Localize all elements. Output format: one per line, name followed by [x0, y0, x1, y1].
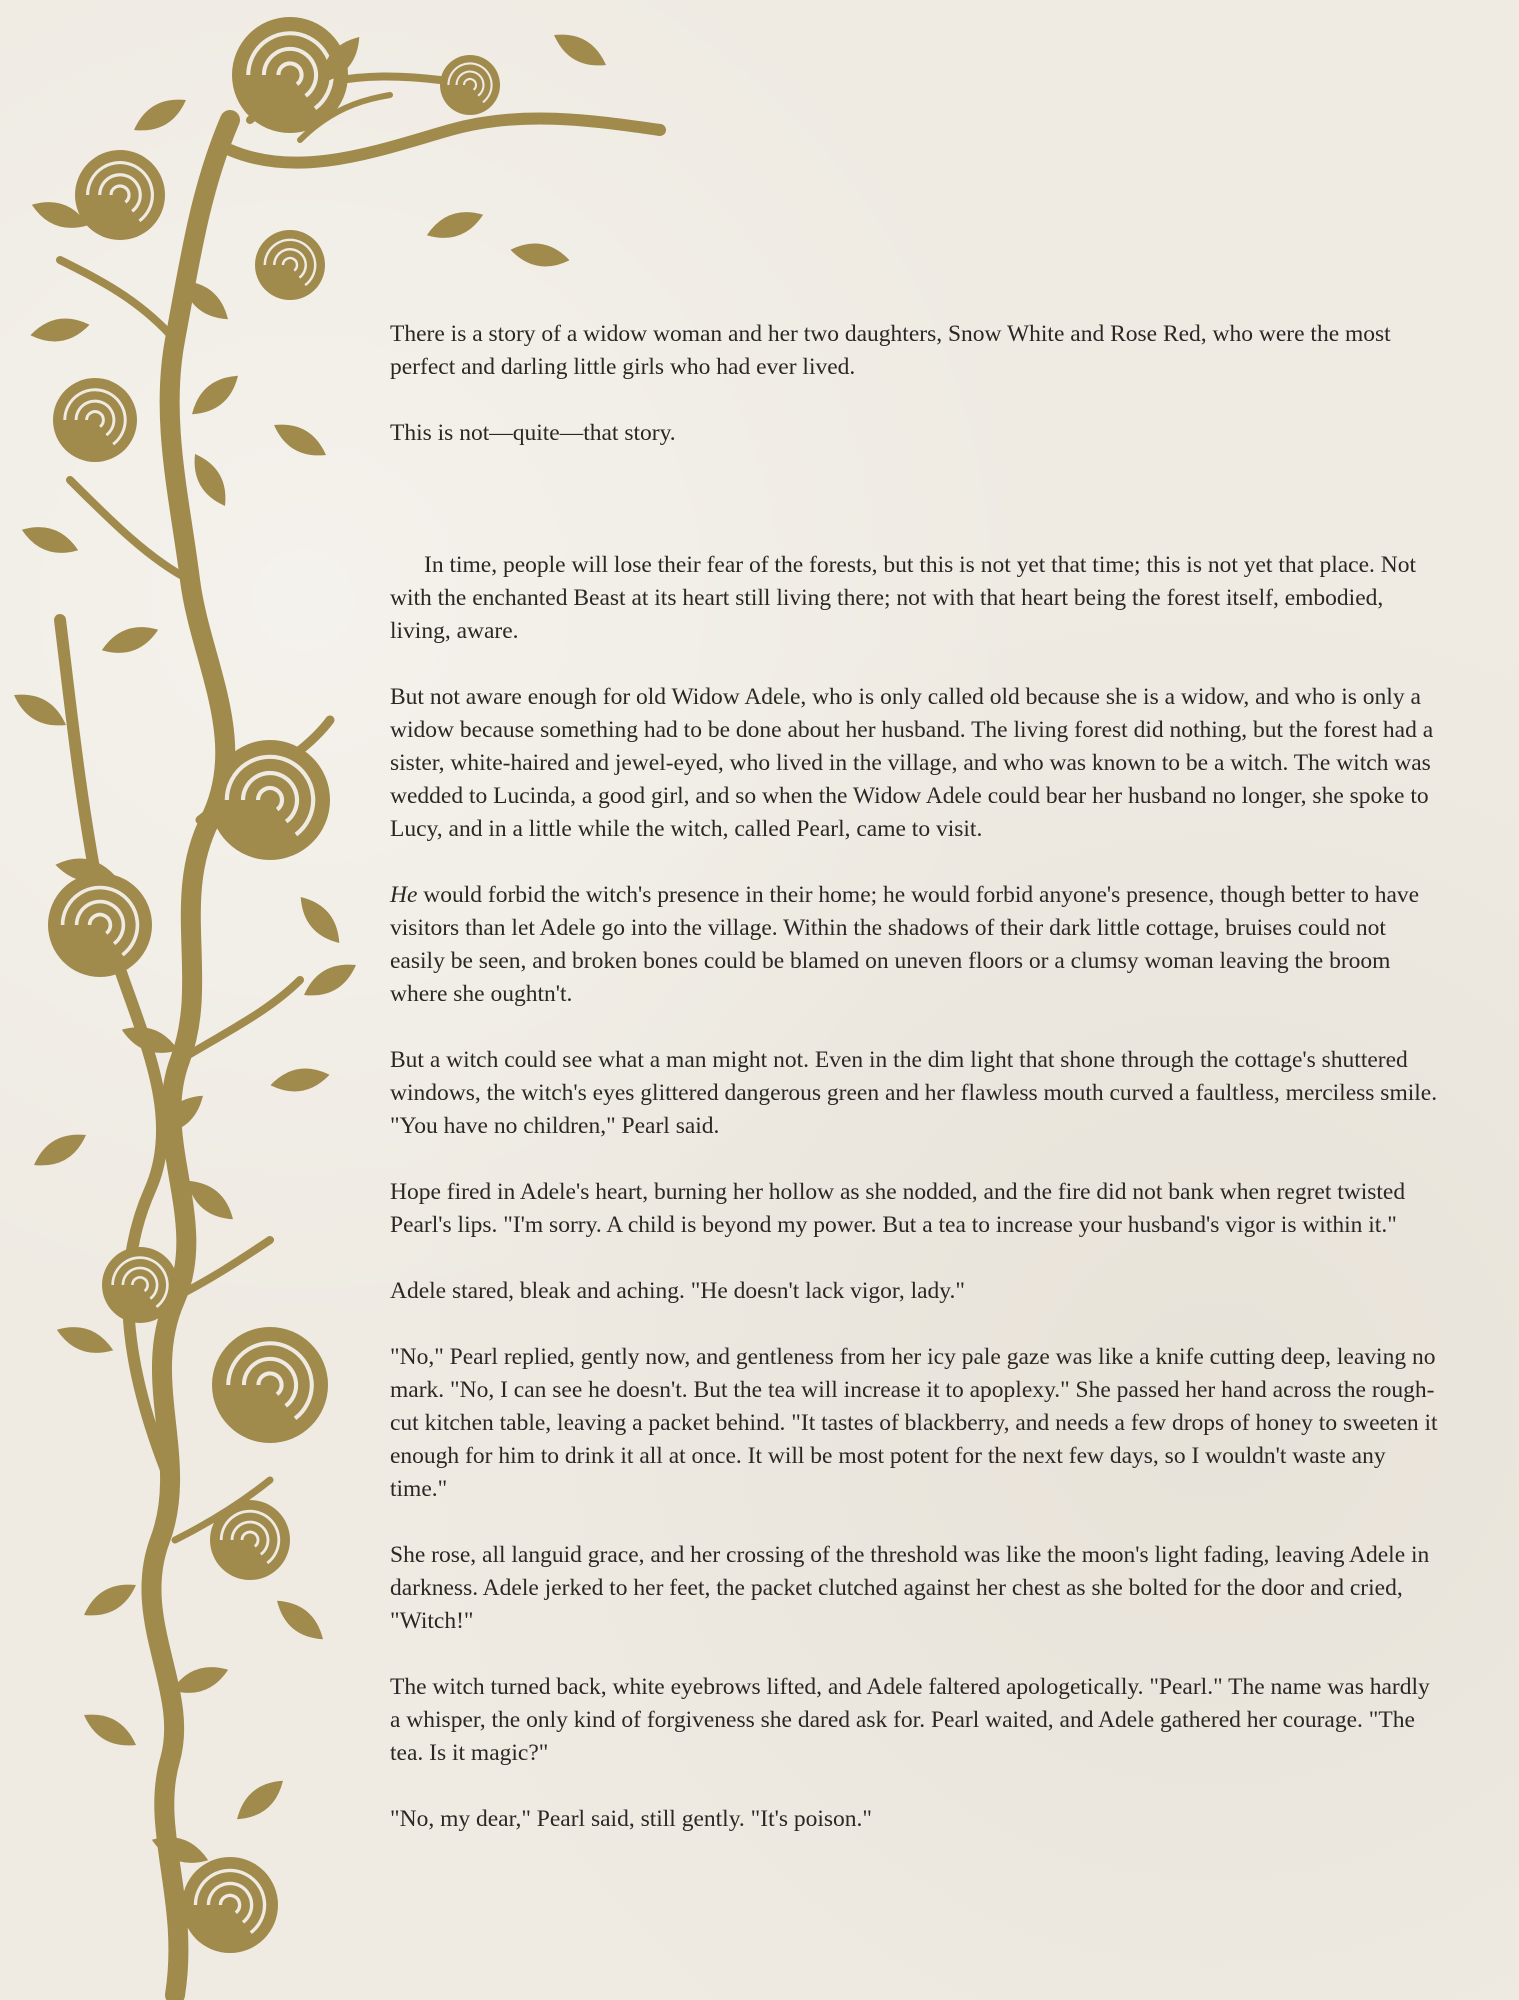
leaf-icon	[423, 204, 487, 245]
paragraph-she-rose: She rose, all languid grace, and her crossing of the threshold was like the moon's light fading, leaving Adele in darkness. Adele jerked to her feet, the packet clutched against her chest as she bolted for the door and cried, "Witch!"	[390, 1542, 1430, 1634]
rose-icon	[53, 378, 137, 462]
paragraph-witch-sees: But a witch could see what a man might not. Even in the dim light that shone through the cottage's shuttered windows, the witch's eyes glittered dangerous green and her flawless mouth curved a faultless, merciless smile. "You have no children," Pearl said.	[390, 1047, 1438, 1139]
leaf-icon	[98, 619, 162, 660]
leaf-icon	[299, 955, 362, 1004]
story-text	[390, 318, 1440, 1836]
leaf-icon	[270, 1592, 330, 1647]
paragraph-intro: There is a story of a widow woman and her two daughters, Snow White and Rose Red, who were the most perfect and darling little girls who had ever lived.	[390, 321, 1391, 380]
leaf-icon	[269, 415, 332, 464]
paragraph-widow-adele: But not aware enough for old Widow Adele, who is only called old because she is a widow, and who is only a widow because something had to be done about her husband. The living forest did nothing, but the forest had a sister, white-haired and jewel-eyed, who lived in the village, and who was known to be a witch. The witch was wedded to Lucinda, a good girl, and so when the Widow Adele could bear her husband no longer, she spoke to Lucy, and in a little while the witch, called Pearl, came to visit.	[390, 684, 1434, 842]
leaf-icon	[29, 1125, 92, 1174]
rose-icon	[102, 1247, 178, 1323]
rose-icon	[210, 740, 330, 860]
rose-icon	[182, 1857, 278, 1953]
paragraph-he-would-forbid	[390, 879, 1440, 1011]
paragraph-forests: In time, people will lose their fear of the forests, but this is not yet that time; this is not yet that place. Not with the enchanted Beast at its heart still living there; not with that heart being the forest itself, embodied, living, aware.	[390, 552, 1417, 644]
leaf-icon	[269, 1064, 332, 1096]
paragraph-not-that-story: This is not—quite—that story.	[390, 420, 676, 446]
paragraph-pearl-replied: "No," Pearl replied, gently now, and gentleness from her icy pale gaze was like a knife cutting deep, leaving no mark. "No, I can see he doesn't. But the tea will increase it to apoplexy." She passed her hand across the rough-cut kitchen table, leaving a packet behind. "It tastes of blackberry, and needs a few drops of honey to sweeten it enough for him to drink it all at once. It will be most potent for the next few days, so I wouldn't waste any time."	[390, 1344, 1438, 1502]
paragraph-he-rest: would forbid the witch's presence in their home; he would forbid anyone's presence, though better to have visitors than let Adele go into the village. Within the shadows of their dark little cottage, bruises could not easily be seen, and broken bones could be blamed on uneven floors or a clumsy woman leaving the broom where she oughtn't.	[390, 882, 1420, 1007]
rose-icon	[210, 1500, 290, 1580]
paragraph-poison: "No, my dear," Pearl said, still gently. "It's poison."	[390, 1806, 873, 1832]
leaf-icon	[549, 25, 612, 74]
rose-icon	[48, 873, 152, 977]
paragraph-hope-fired: Hope fired in Adele's heart, burning her hollow as she nodded, and the fire did not bank when regret twisted Pearl's lips. "I'm sorry. A child is beyond my power. But a tea to increase your husband's vigor is within it."	[390, 1179, 1406, 1238]
leaf-icon	[79, 1575, 142, 1624]
paragraph-witch-turned: The witch turned back, white eyebrows lifted, and Adele faltered apologetically. "Pearl." The name was hardly a whisper, the only kind of forgiveness she dared ask for. Pearl waited, and Adele gathered her courage. "The tea. Is it magic?"	[390, 1674, 1430, 1766]
rose-icon	[75, 150, 165, 240]
leaf-icon	[185, 449, 234, 512]
leaf-icon	[53, 1319, 117, 1360]
leaf-icon	[230, 1772, 290, 1827]
leaf-icon	[292, 890, 347, 950]
leaf-icon	[129, 90, 192, 139]
emphasis-he: He	[390, 882, 418, 908]
leaf-icon	[18, 519, 82, 560]
rose-icon	[440, 55, 500, 115]
leaf-icon	[79, 1705, 142, 1754]
rose-icon	[255, 230, 325, 300]
leaf-icon	[509, 239, 572, 271]
leaf-icon	[185, 367, 245, 422]
leaf-icon	[29, 314, 92, 346]
leaf-icon	[9, 685, 72, 734]
rose-icon	[212, 1327, 328, 1443]
paragraph-adele-stared: Adele stared, bleak and aching. "He doesn't lack vigor, lady."	[390, 1278, 965, 1304]
